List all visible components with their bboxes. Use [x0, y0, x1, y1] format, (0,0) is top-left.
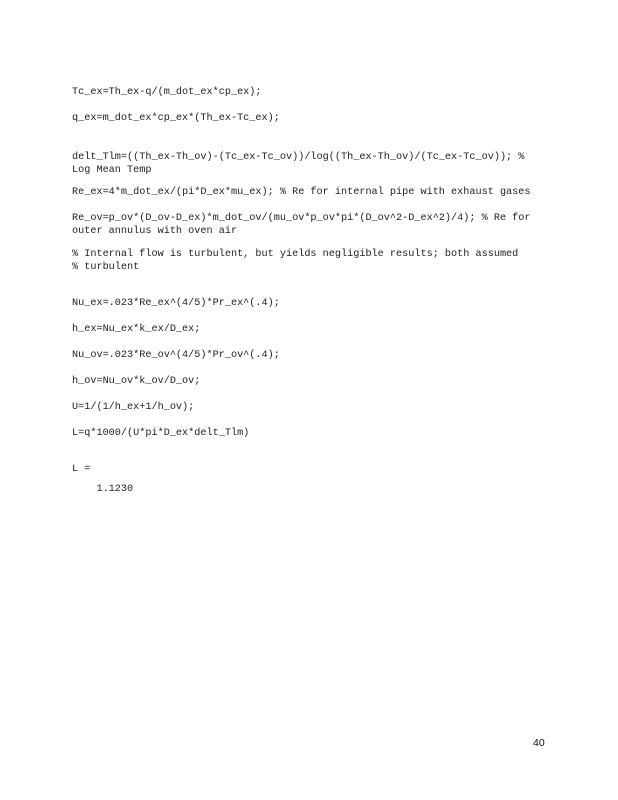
- output-label-l: L =: [72, 464, 91, 475]
- code-comment-turbulent: % Internal flow is turbulent, but yields negligible results; both assumed % turbulent: [72, 249, 519, 273]
- code-line-nu-ex: Nu_ex=.023*Re_ex^(4/5)*Pr_ex^(.4);: [72, 298, 280, 309]
- code-line-h-ov: h_ov=Nu_ov*k_ov/D_ov;: [72, 376, 201, 387]
- code-line-tc-ex: Tc_ex=Th_ex-q/(m_dot_ex*cp_ex);: [72, 87, 262, 98]
- code-line-h-ex: h_ex=Nu_ex*k_ex/D_ex;: [72, 324, 201, 335]
- code-line-delt-tlm: delt_Tlm=((Th_ex-Th_ov)-(Tc_ex-Tc_ov))/log((Th_ex-Th_ov)/(Tc_ex-Tc_ov)); % Log Mean Temp: [72, 152, 525, 176]
- code-line-re-ov: Re_ov=p_ov*(D_ov-D_ex)*m_dot_ov/(mu_ov*p_ov*pi*(D_ov^2-D_ex^2)/4); % Re for outer annulus with oven air: [72, 213, 531, 237]
- code-line-q-ex: q_ex=m_dot_ex*cp_ex*(Th_ex-Tc_ex);: [72, 113, 280, 124]
- code-line-re-ex: Re_ex=4*m_dot_ex/(pi*D_ex*mu_ex); % Re for internal pipe with exhaust gases: [72, 187, 531, 198]
- code-line-l: L=q*1000/(U*pi*D_ex*delt_Tlm): [72, 428, 250, 439]
- output-value-l: 1.1230: [72, 484, 134, 495]
- code-line-u: U=1/(1/h_ex+1/h_ov);: [72, 402, 195, 413]
- page-number: 40: [533, 737, 545, 749]
- code-line-nu-ov: Nu_ov=.023*Re_ov^(4/5)*Pr_ov^(.4);: [72, 350, 280, 361]
